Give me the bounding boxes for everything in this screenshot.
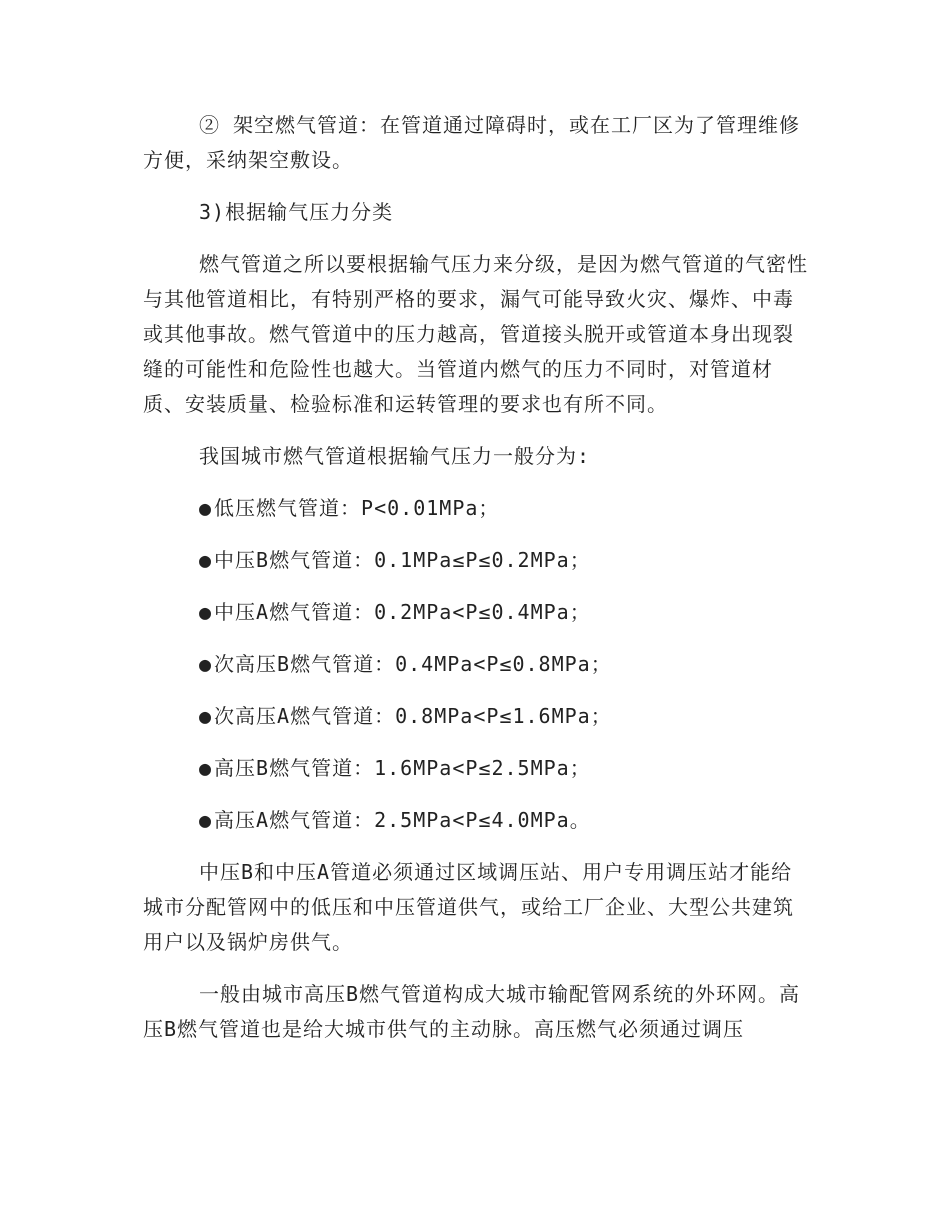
list-item	[143, 647, 813, 682]
paragraph-regulator-stations: 中压B和中压A管道必须通过区域调压站、用户专用调压站才能给城市分配管网中的低压和中压管道供气，或给工厂企业、大型公共建筑用户以及锅炉房供气。	[143, 860, 794, 954]
section-heading-pressure-classification: 3)根据输气压力分类	[199, 200, 394, 224]
bullet-icon: ●	[199, 548, 213, 572]
bullet-icon: ●	[199, 808, 213, 832]
list-item	[143, 699, 813, 734]
list-item-text: 高压B燃气管道：1.6MPa<P≤2.5MPa；	[214, 756, 591, 780]
list-item	[143, 803, 813, 838]
list-item-text: 中压B燃气管道：0.1MPa≤P≤0.2MPa；	[214, 548, 591, 572]
list-item-text: 低压燃气管道：P<0.01MPa；	[214, 496, 500, 520]
list-item-text: 中压A燃气管道：0.2MPa<P≤0.4MPa；	[214, 600, 591, 624]
bullet-icon: ●	[199, 704, 213, 728]
paragraph-overhead-pipeline: ② 架空燃气管道：在管道通过障碍时，或在工厂区为了管理维修方便，采纳架空敷设。	[143, 113, 801, 172]
list-item-text: 次高压A燃气管道：0.8MPa<P≤1.6MPa；	[214, 704, 612, 728]
bullet-icon: ●	[199, 756, 213, 780]
pressure-class-list	[143, 491, 813, 838]
document-body	[143, 108, 813, 1047]
list-item-text: 高压A燃气管道：2.5MPa<P≤4.0MPa。	[214, 808, 591, 832]
list-item	[143, 491, 813, 526]
paragraph-pressure-grading: 燃气管道之所以要根据输气压力来分级，是因为燃气管道的气密性与其他管道相比，有特别严格的要求，漏气可能导致火灾、爆炸、中毒或其他事故。燃气管道中的压力越高，管道接头脱开或管道本身出现裂缝的可能性和危险性也越大。当管道内燃气的压力不同时，对管道材质、安装质量、检验标准和运转管理的要求也有所不同。	[143, 252, 808, 416]
list-item	[143, 751, 813, 786]
list-item-text: 次高压B燃气管道：0.4MPa<P≤0.8MPa；	[214, 652, 612, 676]
paragraph-list-intro: 我国城市燃气管道根据输气压力一般分为:	[199, 444, 591, 468]
list-item	[143, 595, 813, 630]
paragraph-outer-ring-network: 一般由城市高压B燃气管道构成大城市输配管网系统的外环网。高压B燃气管道也是给大城市供气的主动脉。高压燃气必须通过调压	[143, 982, 801, 1041]
bullet-icon: ●	[199, 496, 213, 520]
bullet-icon: ●	[199, 652, 213, 676]
bullet-icon: ●	[199, 600, 213, 624]
list-item	[143, 543, 813, 578]
